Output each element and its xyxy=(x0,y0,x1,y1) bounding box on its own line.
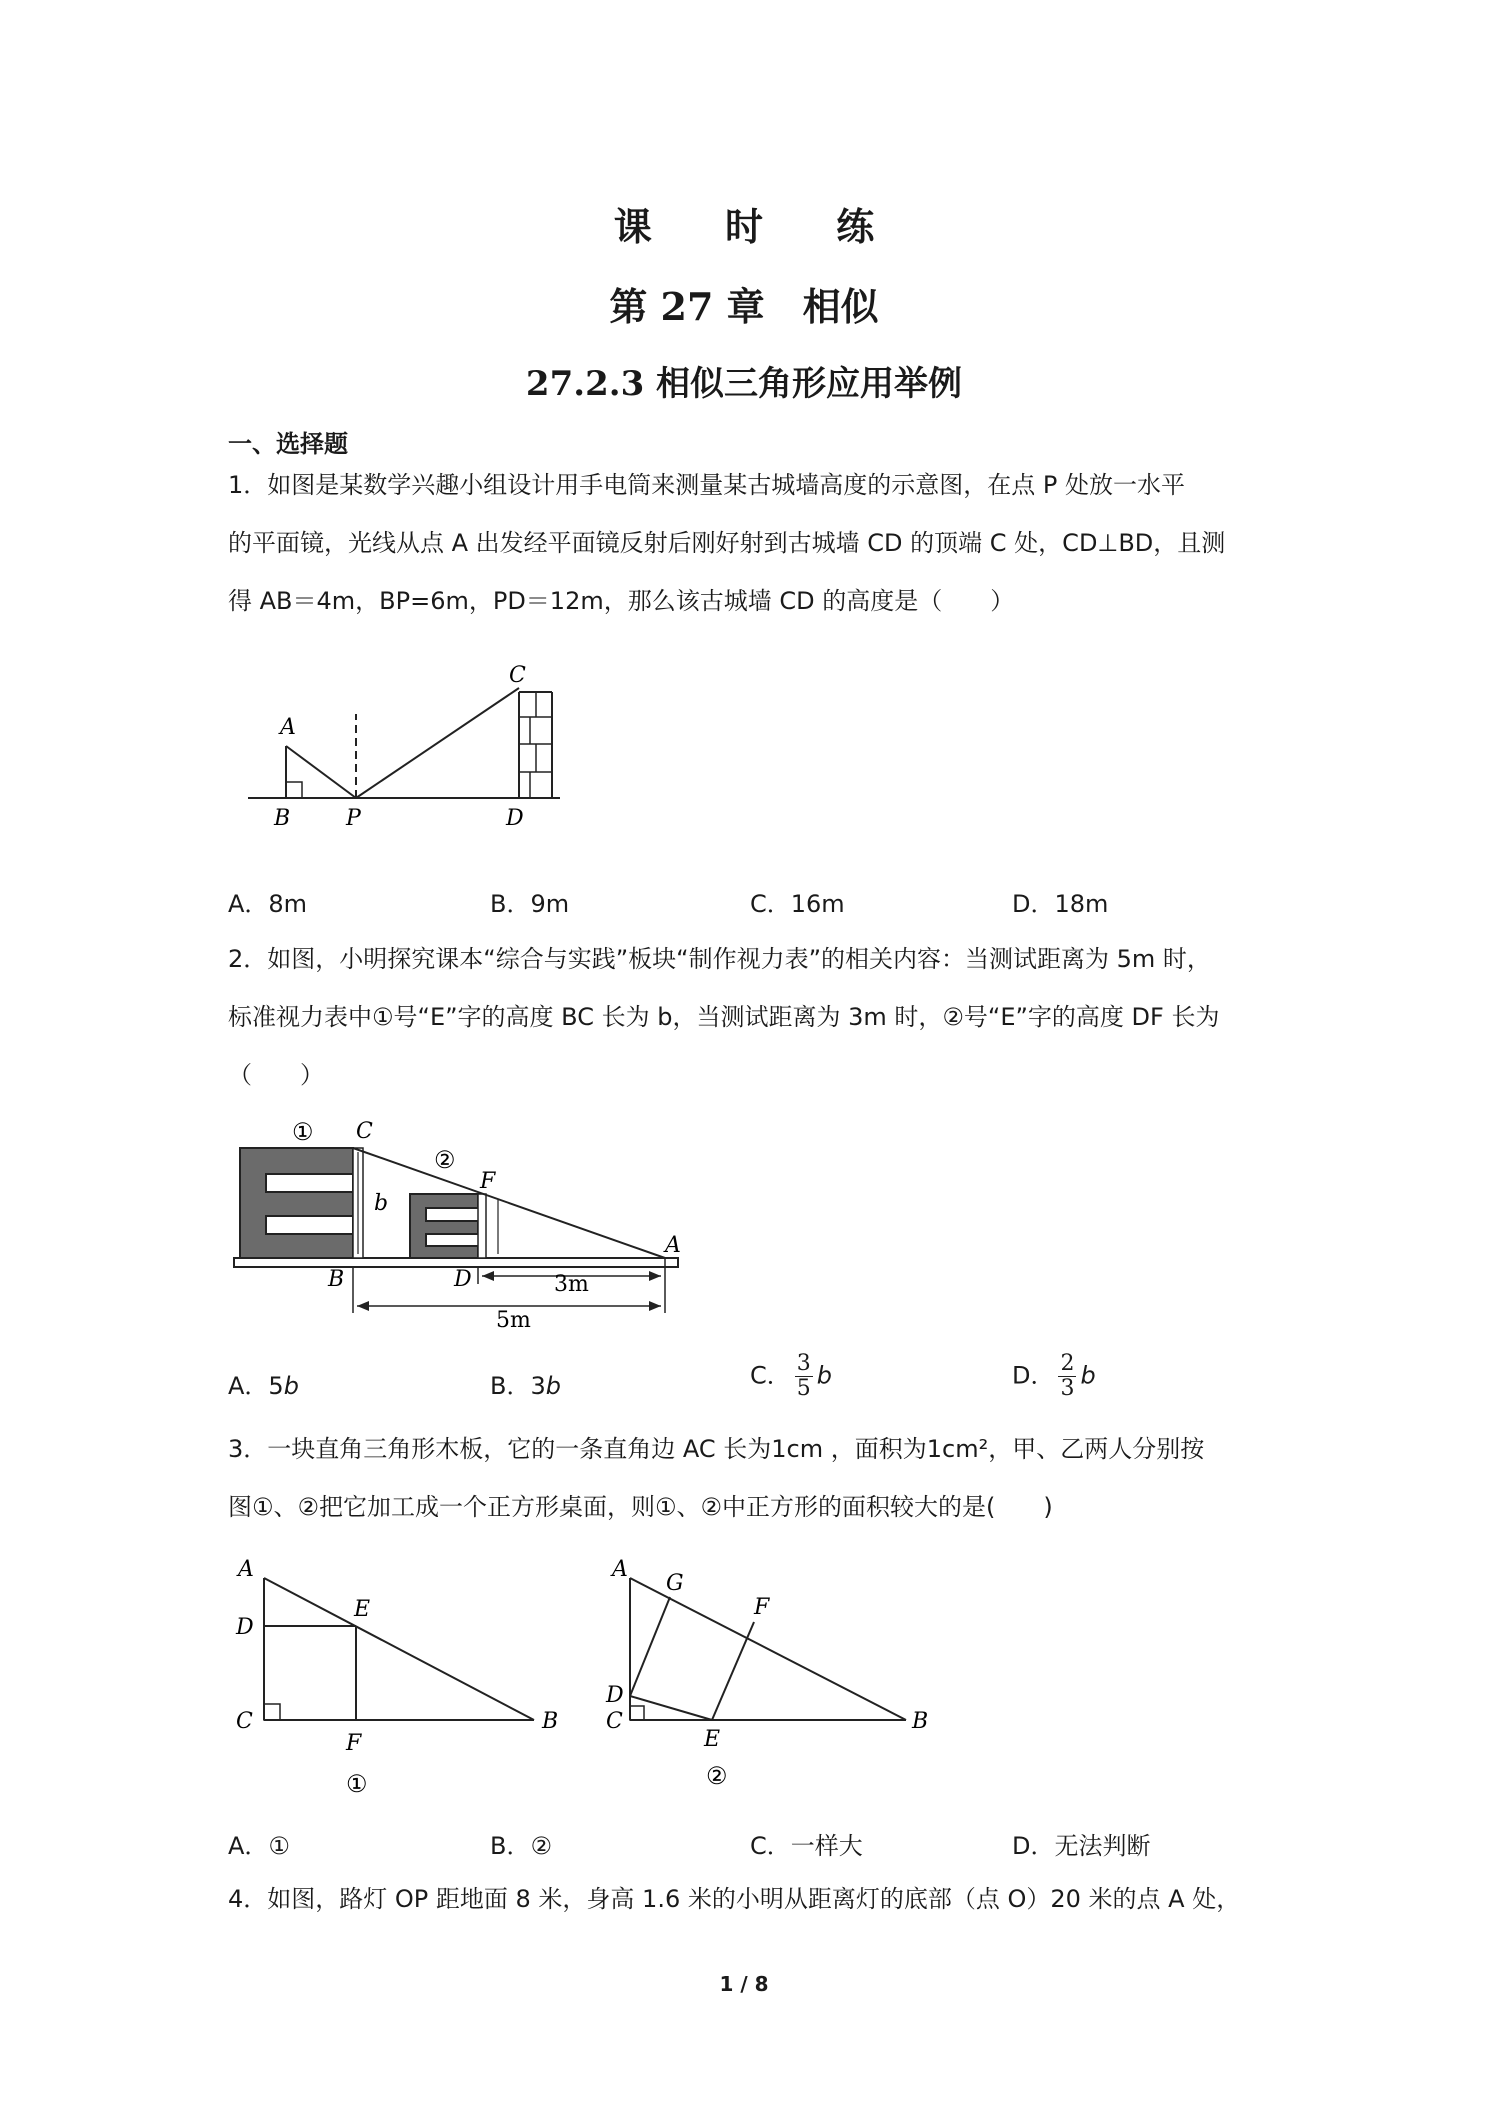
q2-circle-2: ② xyxy=(434,1146,456,1174)
q3f1-circle: ① xyxy=(346,1770,368,1798)
q2-figure xyxy=(228,1108,688,1338)
q3-option-b[interactable]: B．② xyxy=(490,1832,552,1860)
q3f2-label-B: B xyxy=(912,1709,929,1734)
q3f1-label-A: A xyxy=(238,1557,254,1582)
q2-circle-1: ① xyxy=(292,1118,314,1146)
q2-line-2: 标准视力表中①号“E”字的高度 BC 长为 b，当测试距离为 3m 时，②号“E”字的高度 DF 长为 xyxy=(228,1003,1220,1031)
q1-option-d[interactable]: D．18m xyxy=(1012,890,1109,918)
page-title: 课 时 练 xyxy=(613,204,905,249)
q3f2-label-G: G xyxy=(666,1571,684,1596)
question-2 xyxy=(228,930,1268,1104)
q1-label-P: P xyxy=(346,806,361,831)
q2-label-A: A xyxy=(665,1233,681,1258)
q4-line-1: 4．如图，路灯 OP 距地面 8 米，身高 1.6 米的小明从距离灯的底部（点 O）20 米的点 A 处， xyxy=(228,1885,1241,1913)
page-number: 1 / 8 xyxy=(719,1972,769,1996)
q3f2-label-D: D xyxy=(606,1683,624,1708)
q1-option-b[interactable]: B．9m xyxy=(490,890,570,918)
q3f1-label-E: E xyxy=(354,1597,371,1622)
q1-label-A: A xyxy=(280,715,296,740)
q2-label-B: B xyxy=(328,1267,345,1292)
q2-option-c[interactable]: C． $\frac{3}{5}$ b xyxy=(750,1351,832,1401)
q3-option-c[interactable]: C．一样大 xyxy=(750,1832,863,1860)
q2-label-b: b xyxy=(374,1191,389,1216)
q1-figure xyxy=(240,660,570,840)
q1-line-1: 1．如图是某数学兴趣小组设计用手电筒来测量某古城墙高度的示意图，在点 P 处放一水平 xyxy=(228,471,1185,499)
chapter-title: 第 27 章 相似 xyxy=(609,284,879,329)
q2-dim-5m: 5m xyxy=(496,1308,531,1333)
q1-label-D: D xyxy=(506,806,524,831)
q3f1-label-C: C xyxy=(236,1709,253,1734)
q2-option-b[interactable]: B．3b xyxy=(490,1372,561,1400)
q1-label-C: C xyxy=(509,663,526,688)
q2-label-F: F xyxy=(480,1169,496,1194)
q3f1-label-F: F xyxy=(346,1731,362,1756)
question-4 xyxy=(228,1870,1268,1928)
q3-figure-1 xyxy=(228,1544,568,1804)
q3f2-label-C: C xyxy=(606,1709,623,1734)
q1-option-a[interactable]: A．8m xyxy=(228,890,308,918)
q3-figure-2 xyxy=(594,1544,954,1794)
q2-option-d[interactable]: D． $\frac{2}{3}$ b xyxy=(1012,1351,1096,1401)
q1-label-B: B xyxy=(274,806,291,831)
q2-dim-3m: 3m xyxy=(554,1272,589,1297)
q2-line-1: 2．如图，小明探究课本“综合与实践”板块“制作视力表”的相关内容：当测试距离为 5m 时， xyxy=(228,945,1211,973)
q2-line-3: （ ） xyxy=(228,1061,324,1089)
q3-option-a[interactable]: A．① xyxy=(228,1832,290,1860)
section-label: 一、选择题 xyxy=(228,430,348,458)
q3f1-label-B: B xyxy=(542,1709,559,1734)
q3-option-d[interactable]: D．无法判断 xyxy=(1012,1832,1151,1860)
q2-fraction-c: $\frac{3}{5}$ xyxy=(796,1351,811,1401)
q1-line-3: 得 AB＝4m，BP=6m，PD＝12m，那么该古城墙 CD 的高度是（ ） xyxy=(228,587,1015,615)
q1-line-2: 的平面镜，光线从点 A 出发经平面镜反射后刚好射到古城墙 CD 的顶端 C 处，CD⊥BD，且测 xyxy=(228,529,1226,557)
q3f2-label-E: E xyxy=(704,1727,721,1752)
lesson-title: 27.2.3 相似三角形应用举例 xyxy=(525,364,963,404)
q3f2-label-F: F xyxy=(754,1595,770,1620)
q1-option-c[interactable]: C．16m xyxy=(750,890,845,918)
q2-option-a[interactable]: A．5b xyxy=(228,1372,299,1400)
q2-label-D: D xyxy=(454,1267,472,1292)
q3f2-label-A: A xyxy=(612,1557,628,1582)
question-3 xyxy=(228,1420,1268,1536)
q2-label-C: C xyxy=(356,1119,373,1144)
q3f1-label-D: D xyxy=(236,1615,254,1640)
q3f2-circle: ② xyxy=(706,1762,728,1790)
q2-fraction-d: $\frac{2}{3}$ xyxy=(1060,1351,1075,1401)
q3-line-2: 图①、②把它加工成一个正方形桌面，则①、②中正方形的面积较大的是( ) xyxy=(228,1493,1053,1521)
q3-line-1: 3．一块直角三角形木板，它的一条直角边 AC 长为1cm ，面积为1cm²，甲、乙两人分别按 xyxy=(228,1435,1205,1463)
question-1 xyxy=(228,456,1268,630)
